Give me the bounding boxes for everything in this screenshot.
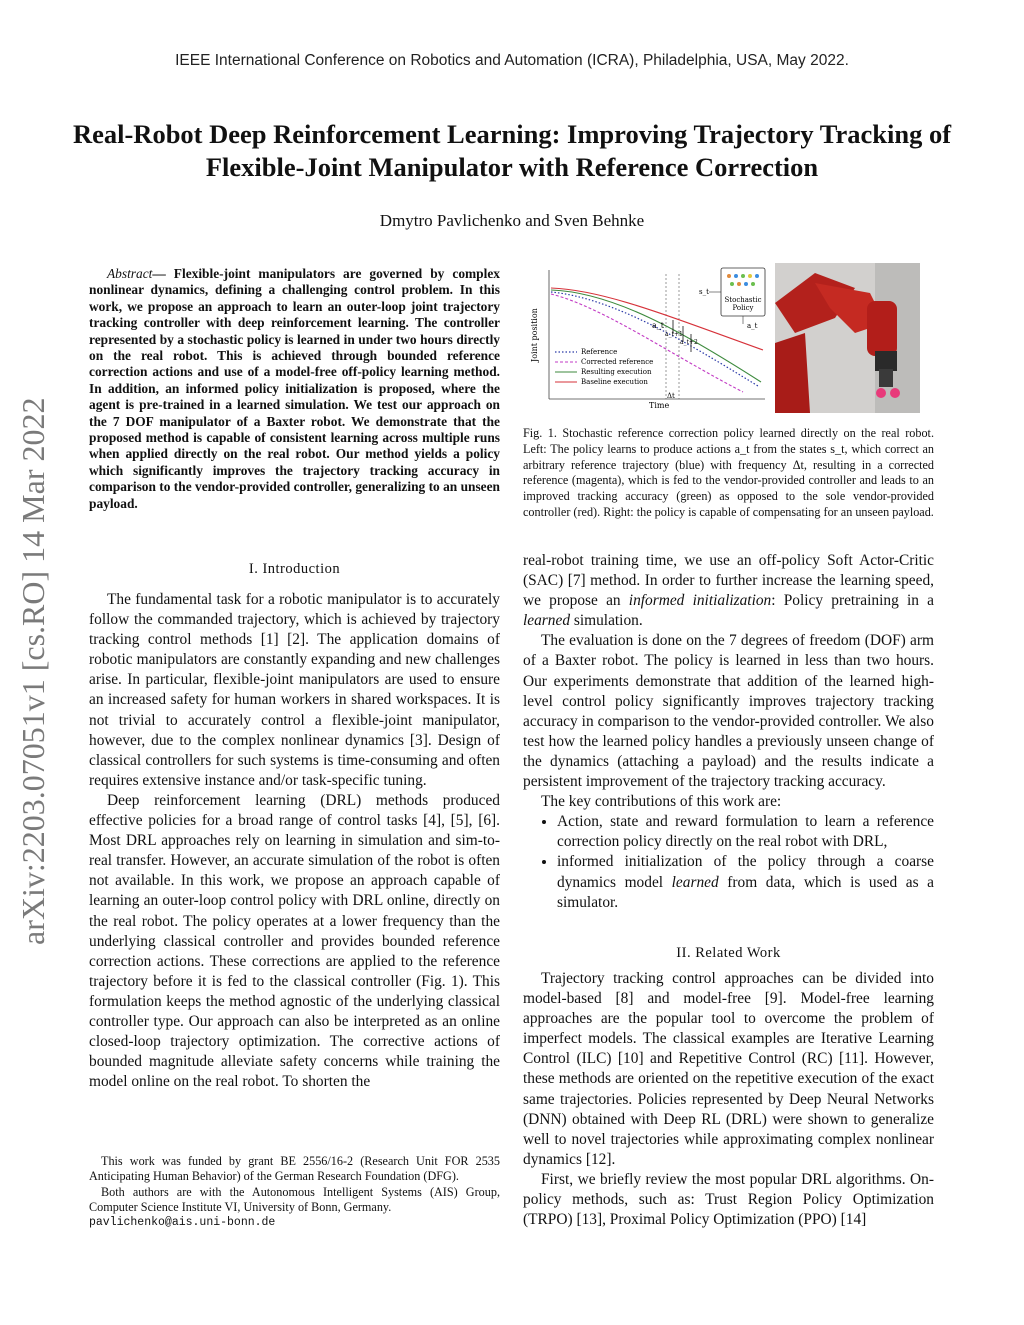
figure-caption: Fig. 1. Stochastic reference correction policy learned directly on the real robot. Left: The policy learns to produce actions a_t from the states s_t, which correct an arbitrary reference trajectory (blue) with frequency Δt, resulting in a corrected reference (magenta), which is fed to the vendor-provided controller and leads to an improved tracking accuracy (green) as opposed to the sole vendor-provided controller (red). Right: the policy is capable of compensating for an unseen payload. (523, 426, 934, 519)
robot-arm-image (775, 263, 920, 413)
intro-paragraph-1: The fundamental task for a robotic manipulator is to accurately follow the commanded trajectory, which is achieved by trajectory tracking control methods [1] [2]. The application domains of robotic manipulators are constantly expanding and new challenges arise. In particular, flexible-joint manipulators are used to ensure an increased safety for human workers in shared workspaces. It is not trivial to accurately control a flexible-joint manipulator, however, due to the complex nonlinear dynamics [3]. Design of classical controllers for such systems is time-consuming and often requires extensive instance and/or task-specific tuning. (89, 591, 500, 789)
arxiv-stamp (10, 345, 56, 945)
authors: Dmytro Pavlichenko and Sven Behnke (379, 211, 645, 230)
right-paragraph-1: real-robot training time, we use an off-policy Soft Actor-Critic (SAC) [7] method. In order to further increase the learning speed, we propose an informed initialization: Policy pretraining in a learned simulation. (523, 552, 934, 630)
related-body (523, 969, 934, 1230)
legend-resulting: Resulting execution (581, 368, 652, 376)
footnote-affiliation: Both authors are with the Autonomous Intelligent Systems (AIS) Group, Computer Science Institute VI, University of Bonn, Germany. (89, 1184, 500, 1214)
action-label-2: a_t+1 (665, 331, 683, 338)
abstract: Abstract— Flexible-joint manipulators are governed by complex nonlinear dynamics, defining a challenging control problem. In this work, we propose an approach to learn an outer-loop joint trajectory tracking controller with deep reinforcement learning. The controller represented by a stochastic policy is learned in under two hours directly on the real robot. This is achieved through bounded reference correction actions and use of a model-free off-policy learning method. In addition, an informed policy initialization is proposed, where the agent is pre-trained in a learned simulation. We test our approach on the 7 DOF manipulator of a Baxter robot. We demonstrate that the proposed method is capable of consistent learning across multiple runs when applied directly on the real robot. Our method yields a policy which significantly improves the trajectory tracking accuracy in comparison to the vendor-provided controller, generalizing to an unseen payload. (89, 266, 501, 511)
footnote-funding: This work was funded by grant BE 2556/16-2 (Research Unit FOR 2535 Anticipating Human Behavior) of the German Research Foundation (DFG). (89, 1154, 500, 1184)
legend-reference: Reference (581, 348, 618, 356)
paper-title: Real-Robot Deep Reinforcement Learning: Improving Trajectory Tracking of Flexible-Joint Manipulator with Reference Correction (72, 119, 952, 182)
y-axis-label: Joint position (530, 308, 539, 362)
related-paragraph-1: Trajectory tracking control approaches can be divided into model-based [8] and model-free [9]. Model-free learning approaches are the popular tool to overcome the problem of imperfect models. The classical examples are Iterative Learning Control (ILC) [10] and Repetitive Control (RC) [11]. However, these methods are oriented on the repetitive execution of the exact same trajectories. Policies represented by Deep Neural Networks (DNN) obtained with Deep RL (DRL) were shown to generalize well to novel trajectories while approximating complex nonlinear dynamics [12]. (523, 970, 934, 1168)
dt-label: Δt (667, 392, 675, 400)
section-title-intro: I. Introduction (248, 561, 341, 577)
legend-corrected: Corrected reference (581, 358, 654, 366)
contributions-list (523, 812, 934, 912)
contribution-2: • informed initialization of the policy through a coarse dynamics model learned from data, which is used as a simulator. (557, 852, 934, 912)
policy-label-2: Policy (732, 304, 754, 312)
state-label: s_t (699, 288, 709, 296)
action-label-3: a_t+2 (680, 339, 698, 346)
policy-label-1: Stochastic (724, 296, 762, 304)
fig1-diagram (523, 262, 768, 412)
conference-header: IEEE International Conference on Robotics and Automation (ICRA), Philadelphia, USA, May 2022. (175, 52, 849, 69)
intro-body (89, 590, 500, 1092)
abstract-label: Abstract (107, 266, 153, 281)
x-axis-label: Time (649, 401, 670, 410)
action-label-1: a_t (652, 321, 664, 330)
robot-photo (775, 263, 920, 413)
action-out-label: a_t (747, 322, 758, 330)
right-paragraph-2: The evaluation is done on the 7 degrees of freedom (DOF) arm of a Baxter robot. The policy is learned in less than two hours. Our experiments demonstrate that addition of the learned high-level control policy significantly improves trajectory tracking accuracy in comparison to the vendor-provided controller. We also test how the learned policy handles a previously unseen change of the dynamics (attaching a payload) and the results indicate a persistent improvement of the trajectory tracking accuracy. (523, 632, 934, 791)
related-paragraph-2: First, we briefly review the most popular DRL algorithms. On-policy methods, such as: Trust Region Policy Optimization (TRPO) [13], Proximal Policy Optimization (PPO) [14] (523, 1170, 934, 1229)
contribution-1: • Action, state and reward formulation to learn a reference correction policy directly on the real robot with DRL, (557, 812, 934, 852)
section-title-related: II. Related Work (676, 945, 781, 961)
intro-paragraph-2: Deep reinforcement learning (DRL) methods produced effective policies for a broad range of control tasks [4], [5], [6]. Most DRL approaches rely on learning in simulation and sim-to-real transfer. However, an accurate simulation of the robot is often not available. In this work, we propose an approach capable of learning an outer-loop control policy with DRL online, directly on the real robot. The policy operates at a lower frequency than the underlying classical controller and provides bounded reference correction actions. These corrections are applied to the reference trajectory before it is fed to the classical controller (Fig. 1). This formulation keeps the method agnostic of the underlying classical controller type. Our approach can also be interpreted as an online closed-loop trajectory optimization. The corrective actions of bounded magnitude alleviate safety concerns while training the model online on the real robot. To shorten the (89, 791, 500, 1091)
author-email[interactable]: pavlichenko@ais.uni-bonn.de (89, 1216, 276, 1230)
footnotes (89, 1154, 500, 1230)
right-body (523, 551, 934, 913)
legend-baseline: Baseline execution (581, 378, 648, 386)
arxiv-id: arXiv:2203.07051v1 [cs.RO] 14 Mar 2022 (15, 397, 51, 945)
abstract-text: Flexible-joint manipulators are governed by complex nonlinear dynamics, defining a challenging control problem. In this work, we propose an approach to learn an outer-loop joint trajectory tracking controller with deep reinforcement learning. The controller represented by a stochastic policy is learned in under two hours directly on the real robot. This is achieved through bounded reference correction actions and use of a model-free off-policy learning method. In addition, an informed policy initialization is proposed, where the agent is pre-trained in a learned simulation. We test our approach on the 7 DOF manipulator of a Baxter robot. We demonstrate that the proposed method is capable of consistent learning across multiple runs when applied directly on the real robot. Our method yields a policy which significantly improves the trajectory tracking accuracy in comparison to the vendor-provided controller, generalizing to an unseen payload. (89, 266, 501, 511)
right-paragraph-3: The key contributions of this work are: (541, 793, 782, 811)
